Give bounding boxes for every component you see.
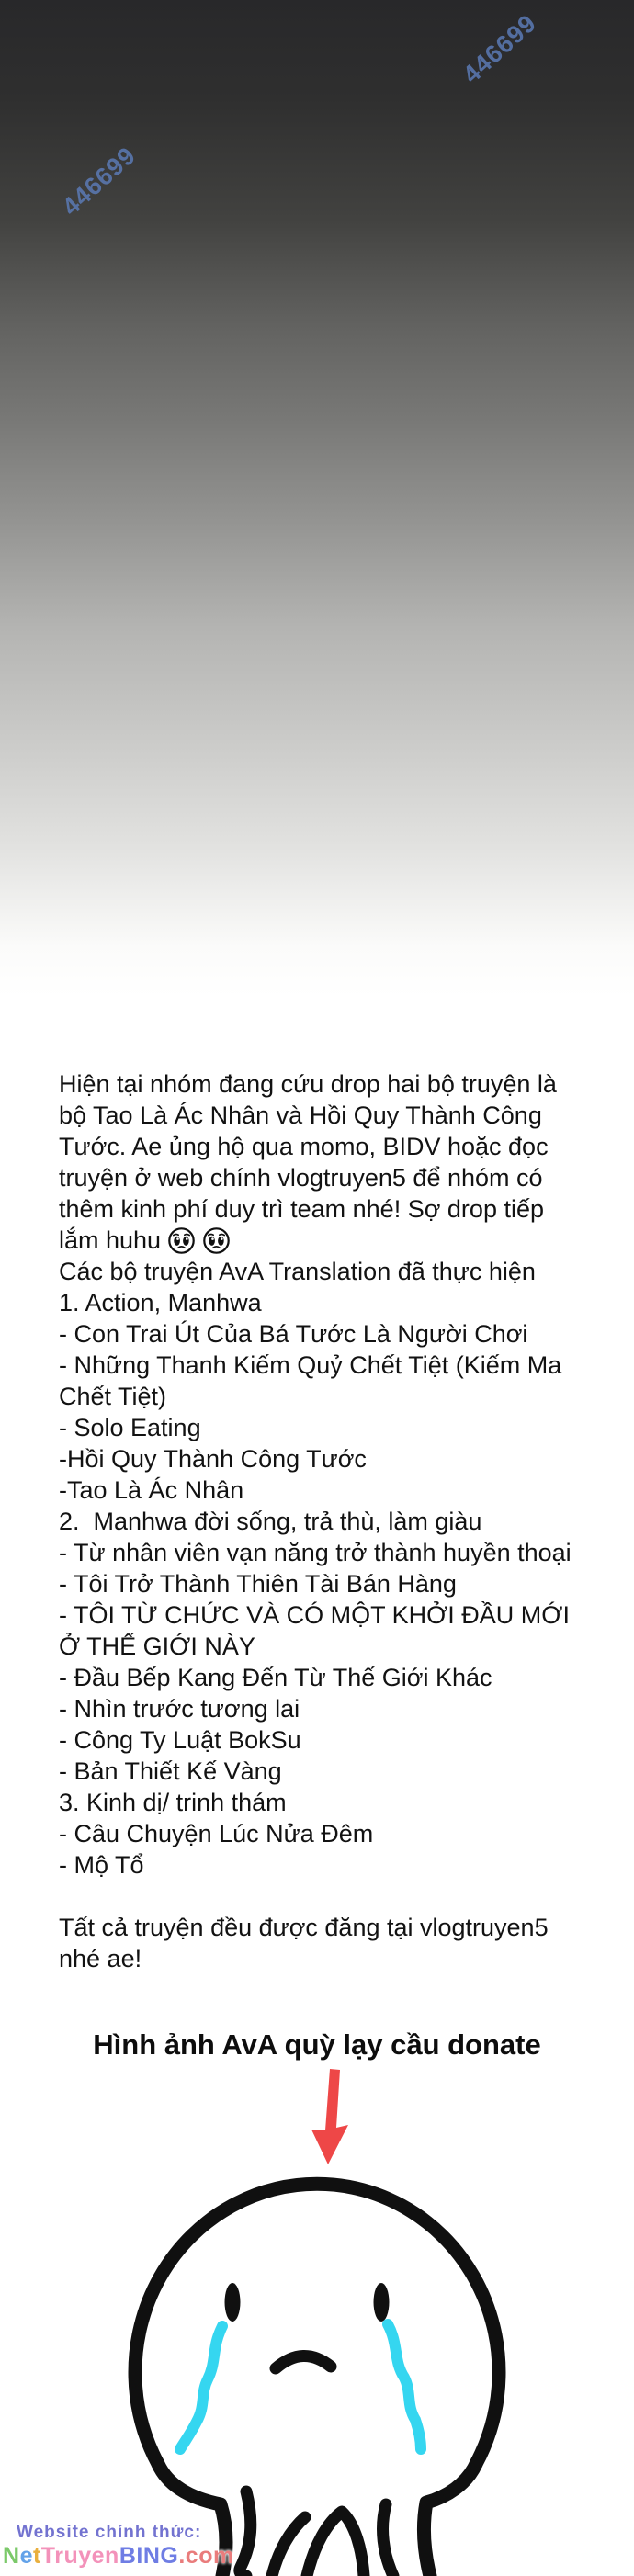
announcement-line-text: -Tao Là Ác Nhân	[59, 1476, 244, 1504]
announcement-line	[59, 1193, 619, 1225]
character-head-outline	[135, 2184, 499, 2464]
announcement-line	[59, 1256, 619, 1287]
announcement-line-text: 2. Manhwa đời sống, trả thù, làm giàu	[59, 1508, 482, 1535]
announcement-line	[59, 1131, 619, 1162]
announcement-line-text: thêm kinh phí duy trì team nhé! Sợ drop tiếp	[59, 1195, 544, 1223]
announcement-line-text: Tất cả truyện đều được đăng tại vlogtruyen5	[59, 1914, 549, 1941]
site-letter: c	[185, 2543, 199, 2569]
announcement-line	[59, 1849, 619, 1881]
site-letter: t	[32, 2543, 41, 2569]
announcement-line-text: - TÔI TỪ CHỨC VÀ CÓ MỘT KHỞI ĐẦU MỚI	[59, 1601, 570, 1629]
announcement-line	[59, 1599, 619, 1631]
announcement-text	[59, 1068, 619, 1974]
announcement-line	[59, 1568, 619, 1599]
crying-character-illustration	[0, 2168, 634, 2576]
announcement-line-text: Các bộ truyện AvA Translation đã thực hiện	[59, 1258, 536, 1285]
announcement-line-text: bộ Tao Là Ác Nhân và Hồi Quy Thành Công	[59, 1102, 542, 1129]
character-left-eye	[225, 2283, 241, 2322]
announcement-line	[59, 1537, 619, 1568]
announcement-line	[59, 1787, 619, 1818]
announcement-line-text: - Nhìn trước tương lai	[59, 1695, 300, 1723]
announcement-line	[59, 1443, 619, 1474]
announcement-line-text: Tước. Ae ủng hộ qua momo, BIDV hoặc đọc	[59, 1133, 549, 1160]
site-letter: T	[40, 2543, 55, 2569]
announcement-line-text: 1. Action, Manhwa	[59, 1289, 262, 1316]
announcement-line-text: - Câu Chuyện Lúc Nửa Đêm	[59, 1820, 374, 1847]
footer-official-site-label: Website chính thức:	[17, 2523, 202, 2542]
announcement-line	[59, 1287, 619, 1318]
site-letter: .	[178, 2543, 186, 2569]
pleading-face-emoji	[167, 1226, 196, 1255]
announcement-line	[59, 1943, 619, 1974]
donate-heading: Hình ảnh AvA quỳ lạy cầu donate	[93, 2028, 541, 2061]
announcement-line	[59, 1662, 619, 1693]
site-letter: N	[3, 2543, 20, 2569]
site-letter: N	[142, 2543, 161, 2569]
announcement-line-text: - Tôi Trở Thành Thiên Tài Bán Hàng	[59, 1570, 457, 1598]
announcement-line	[59, 1412, 619, 1443]
announcement-line	[59, 1912, 619, 1943]
announcement-line	[59, 1756, 619, 1787]
site-letter: u	[63, 2543, 79, 2569]
announcement-line	[59, 1100, 619, 1131]
character-hands	[240, 2491, 393, 2576]
pleading-face-emoji	[202, 1226, 231, 1255]
site-letter: e	[91, 2543, 106, 2569]
announcement-line	[59, 1506, 619, 1537]
announcement-line	[59, 1318, 619, 1350]
character-right-arm	[424, 2464, 476, 2576]
top-gradient-panel	[0, 0, 634, 997]
announcement-line-text: lắm huhu	[59, 1226, 162, 1254]
site-letter: G	[160, 2543, 179, 2569]
character-right-tear	[388, 2324, 421, 2449]
announcement-line-text: Chết Tiệt)	[59, 1383, 167, 1410]
site-letter: r	[54, 2543, 64, 2569]
announcement-line-text: - Từ nhân viên vạn năng trở thành huyền thoại	[59, 1539, 572, 1566]
site-letter: m	[212, 2543, 234, 2569]
watermark-446699-top-right: 446699	[457, 8, 542, 89]
announcement-line-text: - Đầu Bếp Kang Đến Từ Thế Giới Khác	[59, 1664, 492, 1691]
site-letter: n	[105, 2543, 119, 2569]
announcement-line	[59, 1381, 619, 1412]
footer-site-name	[3, 2543, 234, 2570]
announcement-line	[59, 1693, 619, 1724]
announcement-line-text: - Mộ Tổ	[59, 1851, 144, 1879]
announcement-line-text: 3. Kinh dị/ trinh thám	[59, 1789, 287, 1816]
site-letter: I	[136, 2543, 143, 2569]
announcement-line-text: Ở THẾ GIỚI NÀY	[59, 1633, 255, 1660]
announcement-line	[59, 1350, 619, 1381]
down-arrow-icon	[303, 2069, 358, 2166]
site-letter: e	[19, 2543, 33, 2569]
announcement-line	[59, 1881, 619, 1912]
announcement-line-text: - Công Ty Luật BokSu	[59, 1726, 301, 1754]
announcement-line-text: Hiện tại nhóm đang cứu drop hai bộ truyện là	[59, 1070, 557, 1098]
announcement-line	[59, 1724, 619, 1756]
announcement-line-text: - Bản Thiết Kế Vàng	[59, 1757, 282, 1785]
announcement-line	[59, 1162, 619, 1193]
announcement-line	[59, 1068, 619, 1100]
announcement-line	[59, 1631, 619, 1662]
announcement-line-text: -Hồi Quy Thành Công Tước	[59, 1445, 367, 1473]
footer-watermark	[0, 2523, 234, 2570]
announcement-line-text: truyện ở web chính vlogtruyen5 để nhóm có	[59, 1164, 543, 1192]
character-right-eye	[374, 2283, 390, 2322]
announcement-line-text: - Solo Eating	[59, 1414, 201, 1441]
announcement-line	[59, 1818, 619, 1849]
site-letter: B	[119, 2543, 137, 2569]
character-frown	[276, 2356, 331, 2368]
announcement-line-text: nhé ae!	[59, 1945, 142, 1972]
site-letter: o	[198, 2543, 213, 2569]
announcement-line-text: - Những Thanh Kiếm Quỷ Chết Tiệt (Kiếm Ma	[59, 1351, 562, 1379]
announcement-line	[59, 1474, 619, 1506]
announcement-line	[59, 1225, 619, 1256]
site-letter: y	[78, 2543, 92, 2569]
character-left-tear	[180, 2326, 222, 2449]
watermark-446699-upper-left: 446699	[56, 141, 142, 221]
down-arrow-shape	[311, 2069, 348, 2164]
announcement-line-text: - Con Trai Út Của Bá Tước Là Người Chơi	[59, 1320, 528, 1348]
